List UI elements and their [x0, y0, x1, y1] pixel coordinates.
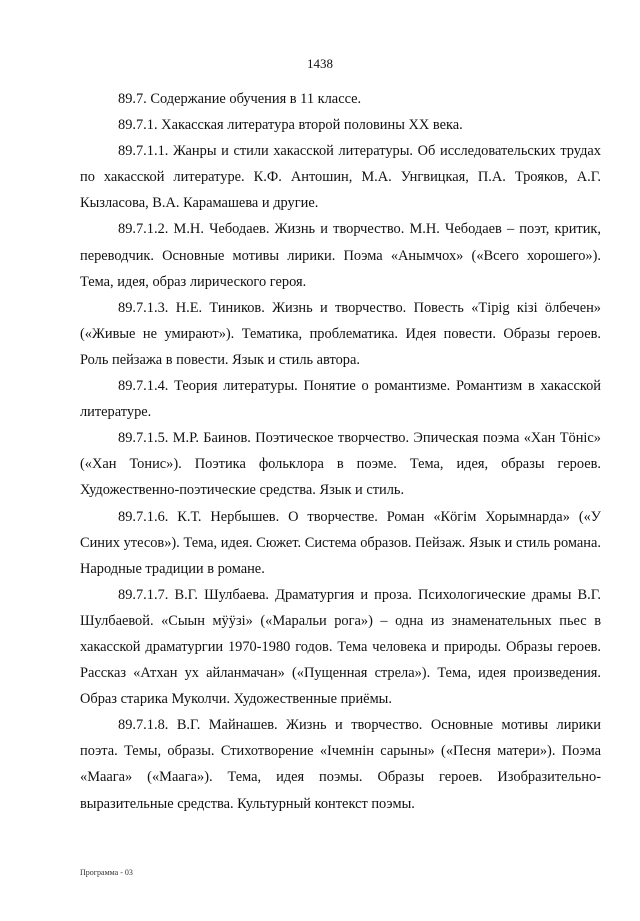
paragraph-heading-section: 89.7. Содержание обучения в 11 классе. — [118, 91, 362, 107]
paragraph-item-8: 89.7.1.8. В.Г. Майнашев. Жизнь и творчество. Основные мотивы лирики поэта. Темы, образы. Стихотворение «Iчемнiн сарыны» («Песня матери»). Поэма «Маага» («Маага»). Тема, идея поэмы. Образы героев. Изобразительно-выразительные средства. Культурный контекст поэмы. — [80, 717, 601, 812]
paragraph-item-4: 89.7.1.4. Теория литературы. Понятие о романтизме. Романтизм в хакасской литературе. — [80, 378, 601, 421]
page-number: 1438 — [307, 56, 333, 71]
paragraph-item-6: 89.7.1.6. К.Т. Нербышев. О творчестве. Роман «Кöгiм Хорымнарда» («У Синих утесов»). Тема, идея. Сюжет. Система образов. Пейзаж. Язык и стиль романа. Народные традиции в романе. — [80, 508, 601, 577]
document-body — [80, 86, 601, 817]
paragraph-item-1: 89.7.1.1. Жанры и стили хакасской литературы. Об исследовательских трудах по хакасской литературе. К.Ф. Антошин, М.А. Унгвицкая, П.А. Трояков, А.Г. Кызласова, В.А. Карамашева и другие. — [80, 143, 601, 212]
paragraph-item-3: 89.7.1.3. Н.Е. Тиников. Жизнь и творчество. Повесть «Тірig кізі öлбечен» («Живые не умирают»). Тематика, проблематика. Идея повести. Образы героев. Роль пейзажа в повести. Язык и стиль автора. — [80, 299, 601, 368]
paragraph-item-2: 89.7.1.2. М.Н. Чебодаев. Жизнь и творчество. М.Н. Чебодаев – поэт, критик, переводчик. Основные мотивы лирики. Поэма «Анымчох» («Всего хорошего»). Тема, идея, образ лирического героя. — [80, 221, 601, 290]
footer-note: Программа - 03 — [80, 868, 133, 877]
paragraph-item-5: 89.7.1.5. М.Р. Баинов. Поэтическое творчество. Эпическая поэма «Хан Тöнiс» («Хан Тонис»). Поэтика фольклора в поэме. Тема, идея, образы героев. Художественно-поэтические средства. Язык и стиль. — [80, 430, 601, 499]
paragraph-heading-subsection: 89.7.1. Хакасская литература второй половины ХХ века. — [118, 117, 463, 134]
paragraph-item-7: 89.7.1.7. В.Г. Шулбаева. Драматургия и проза. Психологические драмы В.Г. Шулбаевой. «Сыын мÿÿзi» («Маральи рога») – одна из знаменательных пьес в хакасской драматургии 1970-1980 годов. Тема человека и природы. Образы героев. Рассказ «Атхан ух айланмачан» («Пущенная стрела»). Тема, идея произведения. Образ старика Муколчи. Художественные приёмы. — [80, 586, 601, 708]
